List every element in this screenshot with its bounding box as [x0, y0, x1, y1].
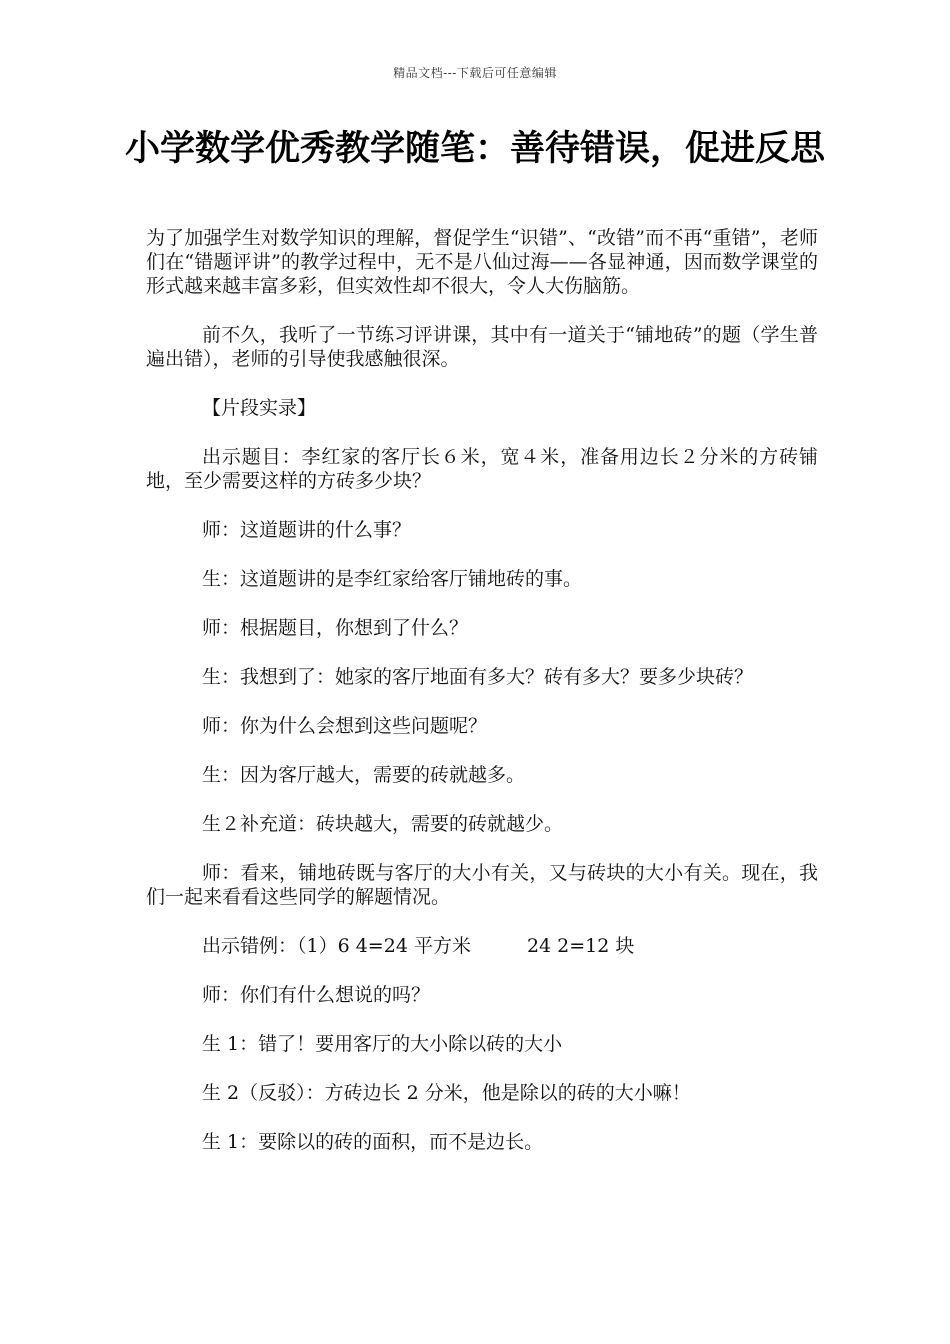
- dialogue-line: 生：这道题讲的是李红家给客厅铺地砖的事。: [202, 568, 583, 590]
- dialogue-line: 师：根据题目，你想到了什么？: [202, 617, 469, 639]
- error-example-label: 出示错例：（1）6 4=24 平方米: [202, 935, 471, 957]
- error-example-line: [146, 934, 818, 958]
- dialogue-line: 师：看来，铺地砖既与客厅的大小有关，又与砖块的大小有关。现在，我们一起来看看这些同学的解题情况。: [146, 862, 818, 908]
- dialogue-line: 师：你为什么会想到这些问题呢？: [202, 715, 488, 737]
- dialogue-line: 生 2（反驳）：方砖边长 2 分米，他是除以的砖的大小嘛！: [202, 1082, 691, 1104]
- paragraph-2: 前不久，我听了一节练习评讲课，其中有一道关于“铺地砖”的题（学生普遍出错），老师的引导使我感触很深。: [146, 324, 818, 370]
- paragraph-question: 出示题目：李红家的客厅长６米，宽４米，准备用边长２分米的方砖铺地，至少需要这样的方砖多少块？: [146, 446, 818, 492]
- section-heading: 【片段实录】: [202, 397, 317, 419]
- dialogue-line: 生 1：要除以的砖的面积，而不是边长。: [202, 1131, 544, 1153]
- dialogue-line: 生 1：错了！要用客厅的大小除以砖的大小: [202, 1033, 563, 1055]
- header-note: 精品文档---下载后可任意编辑: [393, 66, 557, 80]
- paragraph-1: 为了加强学生对数学知识的理解，督促学生“识错”、“改错”而不再“重错”，老师们在“错题评讲”的教学过程中，无不是八仙过海——各显神通，因而数学课堂的形式越来越丰富多彩，但实效性却不很大，令人大伤脑筋。: [146, 227, 818, 297]
- dialogue-line: 生：因为客厅越大，需要的砖就越多。: [202, 764, 526, 786]
- dialogue-line: 生２补充道：砖块越大，需要的砖就越少。: [202, 813, 564, 835]
- document-body: [146, 226, 818, 1154]
- dialogue-line: 生：我想到了：她家的客厅地面有多大？砖有多大？要多少块砖？: [202, 666, 754, 688]
- error-example-second: 24 2=12 块: [526, 935, 635, 957]
- dialogue-line: 师：这道题讲的什么事？: [202, 519, 412, 541]
- page-title: 小学数学优秀教学随笔：善待错误，促进反思: [124, 128, 825, 169]
- dialogue-line: 师：你们有什么想说的吗？: [202, 984, 431, 1006]
